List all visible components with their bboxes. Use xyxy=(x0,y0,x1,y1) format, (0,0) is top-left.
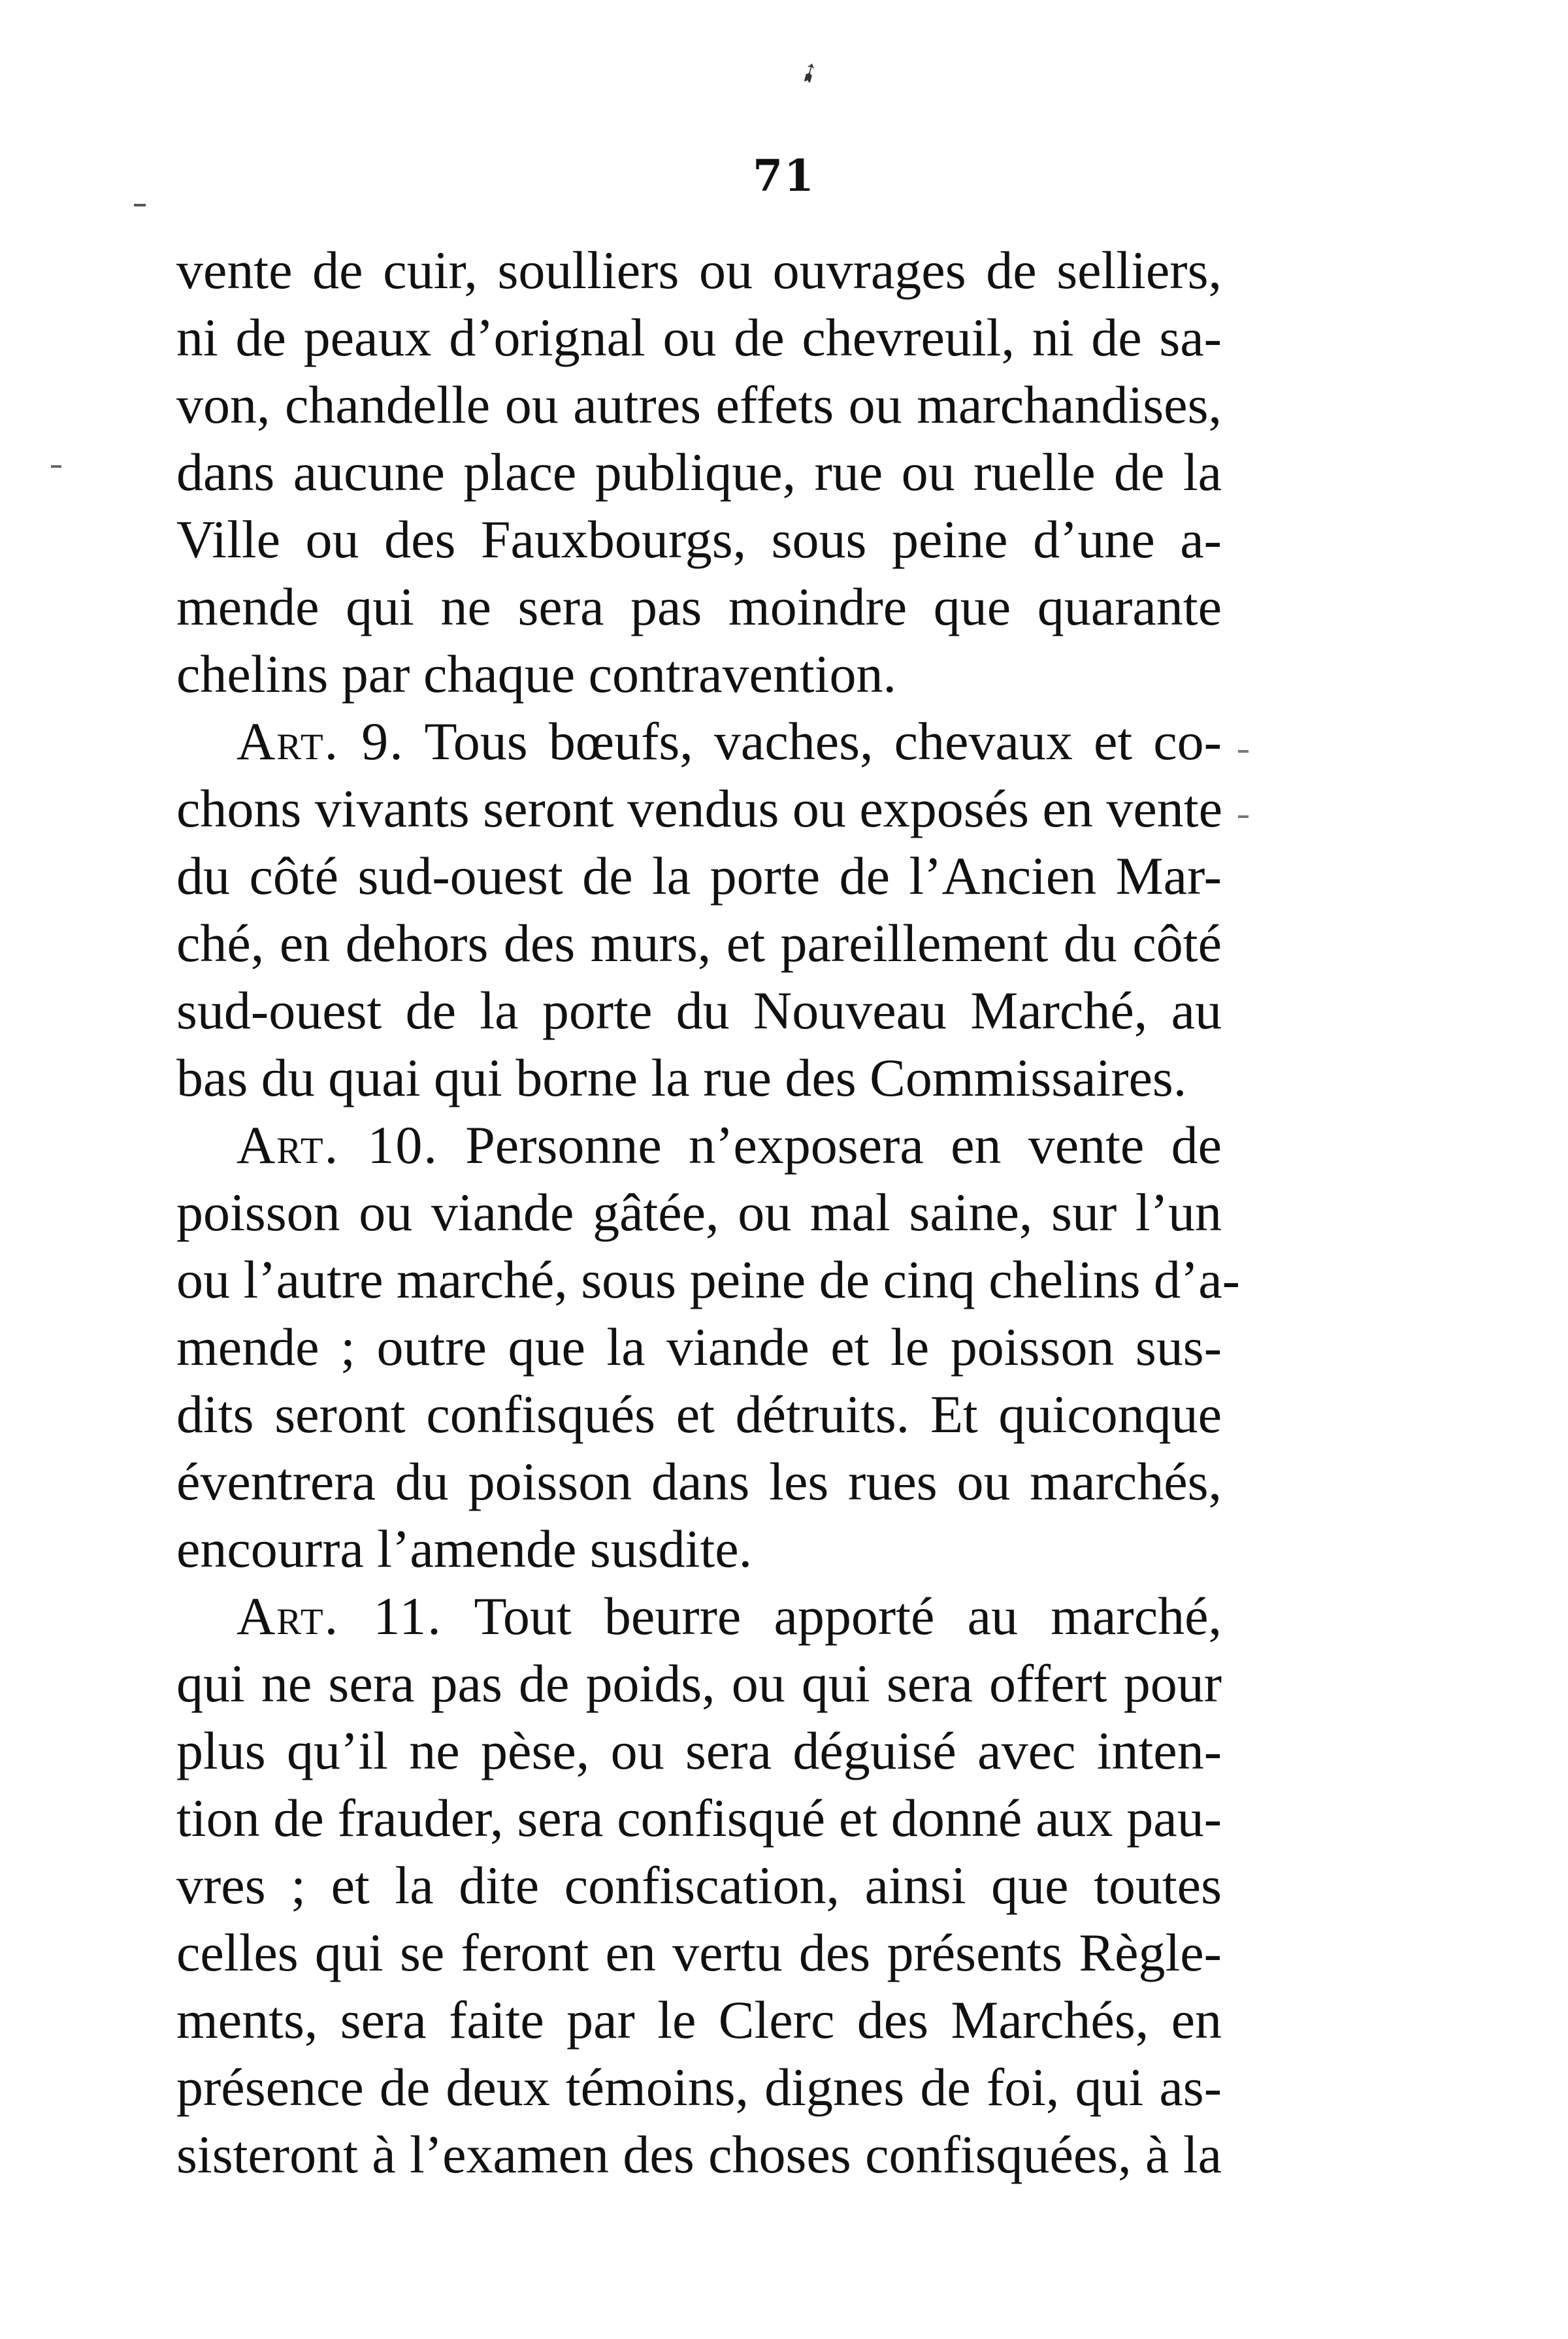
ink-mark-icon: ➹ xyxy=(792,54,826,91)
text-line: mende ; outre que la viande et le poisson sus- xyxy=(176,1317,1222,1377)
text-line: ché, en dehors des murs, et pareillement du côté xyxy=(176,913,1222,973)
margin-speck-mark xyxy=(51,465,61,468)
text-line: tion de frauder, sera confisqué et donné aux pau- xyxy=(176,1788,1222,1848)
text-line: von, chandelle ou autres effets ou marchandises, xyxy=(176,375,1222,434)
article-first-line xyxy=(176,1111,1222,1179)
text-line: Ville ou des Fauxbourgs, sous peine d’une a- xyxy=(176,510,1222,569)
text-line: vres ; et la dite confiscation, ainsi que toutes xyxy=(176,1856,1222,1915)
text-line: sisteront à l’examen des choses confisquées, à la xyxy=(176,2125,1222,2184)
margin-speck-mark xyxy=(1238,750,1249,753)
text-line: celles qui se feront en vertu des présents Règle- xyxy=(176,1923,1222,1982)
text-line: ments, sera faite par le Clerc des Marchés, en xyxy=(176,1990,1222,2050)
article-heading: Art. 11. xyxy=(237,1586,442,1646)
text-line: sud-ouest de la porte du Nouveau Marché, au xyxy=(176,981,1222,1040)
body-text xyxy=(176,237,1240,2188)
text-line: Tout beurre apporté au marché, xyxy=(474,1586,1222,1646)
text-line: dans aucune place publique, rue ou ruelle de la xyxy=(176,442,1222,502)
text-line: qui ne sera pas de poids, ou qui sera offert pour xyxy=(176,1654,1222,1713)
text-line: mende qui ne sera pas moindre que quarante xyxy=(176,577,1222,636)
text-line: Tous bœufs, vaches, chevaux et co- xyxy=(424,712,1222,771)
text-line: présence de deux témoins, dignes de foi, qui as- xyxy=(176,2057,1222,2117)
text-line: dits seront confisqués et détruits. Et quiconque xyxy=(176,1384,1222,1444)
text-line: Personne n’exposera en vente de xyxy=(465,1115,1222,1175)
text-line: éventrera du poisson dans les rues ou marchés, xyxy=(176,1452,1222,1511)
text-line: ni de peaux d’orignal ou de chevreuil, ni de sa- xyxy=(176,308,1222,367)
text-line: plus qu’il ne pèse, ou sera déguisé avec inten- xyxy=(176,1721,1222,1780)
article-heading: Art. 9. xyxy=(237,712,404,771)
article-first-line xyxy=(176,1582,1222,1650)
margin-speck-mark xyxy=(1238,815,1249,818)
article-heading: Art. 10. xyxy=(237,1115,438,1175)
page-number: 71 xyxy=(753,150,815,201)
article-first-line xyxy=(176,708,1222,775)
text-line: bas du quai qui borne la rue des Commissaires. xyxy=(176,1048,1187,1107)
text-line: chons vivants seront vendus ou exposés en vente xyxy=(176,779,1222,838)
text-line: ou l’autre marché, sous peine de cinq chelins d’a- xyxy=(176,1250,1240,1309)
text-line: du côté sud-ouest de la porte de l’Ancien Mar- xyxy=(176,846,1222,906)
text-line: vente de cuir, soulliers ou ouvrages de selliers, xyxy=(176,240,1222,300)
margin-speck-mark xyxy=(134,204,146,206)
text-line: poisson ou viande gâtée, ou mal saine, sur l’un xyxy=(176,1183,1222,1242)
text-line: encourra l’amende susdite. xyxy=(176,1519,753,1578)
text-line: chelins par chaque contravention. xyxy=(176,644,896,704)
